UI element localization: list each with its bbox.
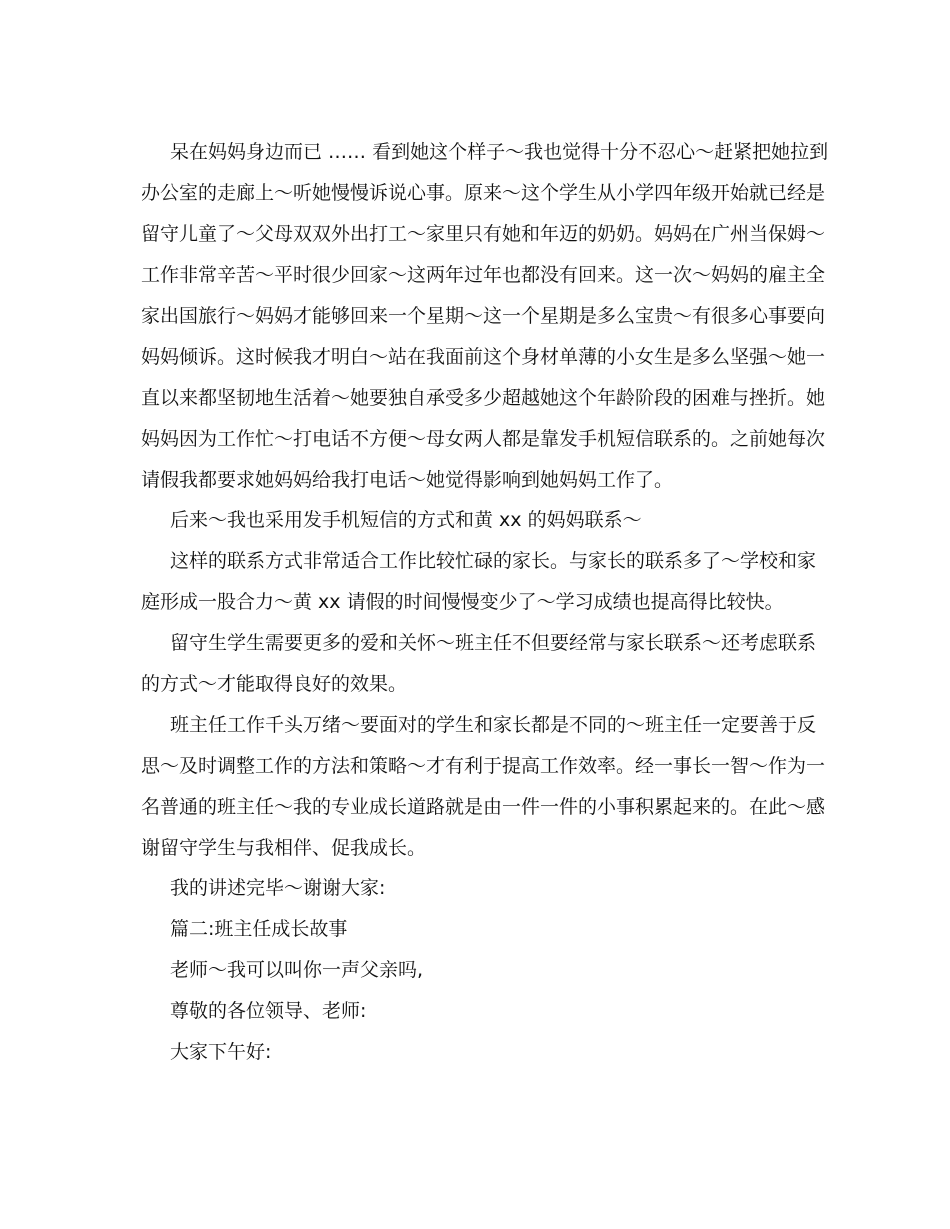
- text-line: 老师～我可以叫你一声父亲吗,: [170, 959, 424, 981]
- text-line: 班主任工作千头万绪～要面对的学生和家长都是不同的～班主任一定要善于反: [170, 714, 817, 736]
- text-line: 名普通的班主任～我的专业成长道路就是由一件一件的小事积累起来的。在此～感: [141, 796, 826, 818]
- text-line: 妈妈因为工作忙～打电话不方便～母女两人都是靠发手机短信联系的。之前她每次: [141, 428, 826, 450]
- text-line: 后来～我也采用发手机短信的方式和黄 xx 的妈妈联系～: [170, 509, 642, 531]
- text-line: 谢留守学生与我相伴、促我成长。: [141, 837, 427, 859]
- text-line: 办公室的走廊上～听她慢慢诉说心事。原来～这个学生从小学四年级开始就已经是: [141, 182, 826, 204]
- text-line: 工作非常辛苦～平时很少回家～这两年过年也都没有回来。这一次～妈妈的雇主全: [141, 264, 826, 286]
- text-line: 妈妈倾诉。这时候我才明白～站在我面前这个身材单薄的小女生是多么坚强～她一: [141, 346, 826, 368]
- text-line: 呆在妈妈身边而已 …… 看到她这个样子～我也觉得十分不忍心～赶紧把她拉到: [170, 141, 829, 163]
- text-line: 留守生学生需要更多的爱和关怀～班主任不但要经常与家长联系～还考虑联系: [170, 632, 817, 654]
- text-line: 留守儿童了～父母双双外出打工～家里只有她和年迈的奶奶。妈妈在广州当保姆～: [141, 223, 826, 245]
- text-line: 篇二:班主任成长故事: [170, 918, 348, 940]
- text-line: 思～及时调整工作的方法和策略～才有利于提高工作效率。经一事长一智～作为一: [141, 755, 826, 777]
- text-line: 直以来都坚韧地生活着～她要独自承受多少超越她这个年龄阶段的困难与挫折。她: [141, 387, 826, 409]
- text-line: 这样的联系方式非常适合工作比较忙碌的家长。与家长的联系多了～学校和家: [170, 550, 817, 572]
- text-line: 庭形成一股合力～黄 xx 请假的时间慢慢变少了～学习成绩也提高得比较快。: [141, 591, 784, 613]
- text-line: 的方式～才能取得良好的效果。: [141, 673, 408, 695]
- text-line: 我的讲述完毕～谢谢大家:: [170, 877, 386, 899]
- text-line: 家出国旅行～妈妈才能够回来一个星期～这一个星期是多么宝贵～有很多心事要向: [141, 305, 826, 327]
- text-line: 尊敬的各位领导、老师:: [170, 1000, 367, 1022]
- text-line: 请假我都要求她妈妈给我打电话～她觉得影响到她妈妈工作了。: [141, 469, 674, 491]
- text-line: 大家下午好:: [170, 1041, 272, 1063]
